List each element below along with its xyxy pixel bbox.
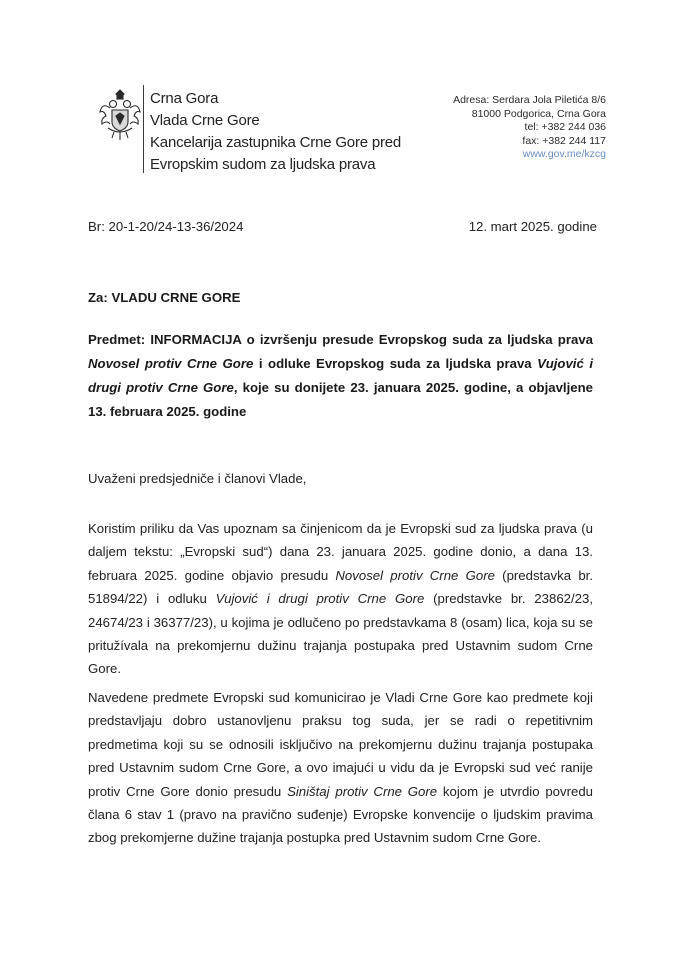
coat-of-arms-icon bbox=[98, 88, 142, 144]
address-fax: fax: +382 244 117 bbox=[522, 134, 606, 147]
subject-text: i odluke Evropskog suda za ljudska prava bbox=[253, 356, 538, 371]
subject-label: Predmet: bbox=[88, 332, 146, 347]
org-line-country: Crna Gora bbox=[150, 90, 219, 107]
subject-case-2: Vujović i drugi protiv Crne Gore bbox=[88, 356, 593, 395]
paragraph-text: kojom je utvrdio povredu člana 6 stav 1 (pravo na pravično suđenje) Evropske konvencije o ljudskim pravima zbog prekomjerne dužine trajanja postupka pred Ustavnim sudom Crne Gore. bbox=[88, 783, 593, 846]
address-tel: tel: +382 244 036 bbox=[524, 121, 606, 134]
paragraph-text: (predstavka br. 51894/22) i odluku bbox=[88, 567, 593, 607]
org-line-court: Evropskim sudom za ljudska prava bbox=[150, 156, 376, 173]
header-divider bbox=[143, 85, 144, 173]
address-city: 81000 Podgorica, Crna Gora bbox=[471, 107, 606, 120]
contact-address bbox=[453, 94, 606, 162]
case-name: Novosel protiv Crne Gore bbox=[335, 567, 495, 583]
organization-name bbox=[150, 88, 401, 176]
document-date: 12. mart 2025. godine bbox=[468, 219, 597, 234]
greeting: Uvaženi predsjedniče i članovi Vlade, bbox=[88, 471, 307, 486]
subject-text: INFORMACIJA o izvršenju presude Evropskog suda za ljudska prava bbox=[145, 332, 593, 347]
paragraph-text: Koristim priliku da Vas upoznam sa činjenicom da je Evropski sud za ljudska prava (u daljem tekstu: „Evropski sud“) dana 23. januara 2025. godine donio, a dana 13. februara 2025. godine objavio presudu bbox=[88, 521, 593, 583]
address-street: Adresa: Serdara Jola Piletića 8/6 bbox=[453, 94, 606, 106]
subject-text: , koje su donijete 23. januara 2025. godine, a objavljene 13. februara 2025. godine bbox=[88, 380, 593, 419]
case-name: Siništaj protiv Crne Gore bbox=[287, 783, 438, 799]
paragraph-text: (predstavke br. 23862/23, 24674/23 i 36377/23), u kojima je odlučeno po predstavkama 8 (osam) lica, koja su se pritužívala na prekomjernu dužinu trajanja postupaka pred Ustavnim sudom Crne Gore. bbox=[88, 591, 593, 677]
case-name: Vujović i drugi protiv Crne Gore bbox=[215, 591, 425, 607]
paragraph-text: Navedene predmete Evropski sud komunicirao je Vladi Crne Gore kao predmete koji predstavljaju dobro ustanovljenu praksu tog suda, jer se radi o repetitivnim predmetima koji su se odnosili isključivo na prekomjernu dužinu trajanja postupaka pred Ustavnim sudom Crne Gore, a ovo imajući u vidu da je Evropski sud već ranije protiv Crne Gore donio presudu bbox=[88, 690, 593, 799]
org-line-government: Vlada Crne Gore bbox=[150, 112, 260, 129]
org-line-office: Kancelarija zastupnika Crne Gore pred bbox=[150, 134, 402, 151]
body-paragraph-2 bbox=[88, 686, 593, 850]
website-link[interactable]: www.gov.me/kzcg bbox=[522, 148, 606, 161]
reference-number: Br: 20-1-20/24-13-36/2024 bbox=[88, 219, 244, 234]
body-paragraph-1 bbox=[88, 517, 593, 681]
recipient: Za: VLADU CRNE GORE bbox=[88, 290, 241, 305]
subject bbox=[88, 328, 593, 424]
subject-case-1: Novosel protiv Crne Gore bbox=[88, 356, 254, 371]
